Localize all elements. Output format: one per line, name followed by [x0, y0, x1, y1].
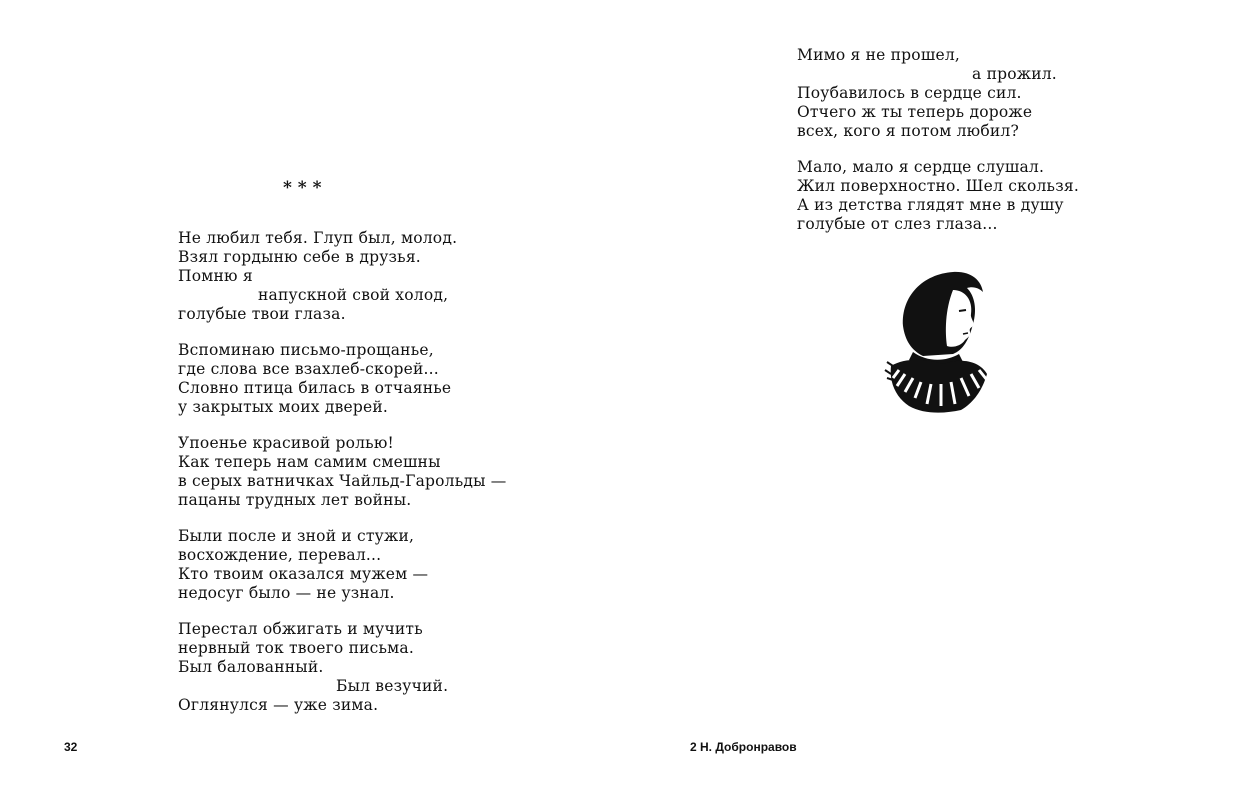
- poem-line: Мало, мало я сердце слушал.: [797, 158, 1045, 176]
- poem-line: где слова все взахлеб-скорей...: [178, 360, 439, 378]
- poem-line: напускной свой холод,: [258, 286, 449, 304]
- poem-line: голубые твои глаза.: [178, 305, 346, 323]
- stanza: [178, 434, 578, 510]
- stanza: [178, 527, 578, 603]
- signature-mark: 2 Н. Добронравов: [690, 740, 797, 754]
- poem-line: Оглянулся — уже зима.: [178, 696, 379, 714]
- poem-line: Кто твоим оказался мужем —: [178, 565, 429, 583]
- poem-line: Не любил тебя. Глуп был, молод.: [178, 229, 458, 247]
- stanza: [797, 158, 1217, 234]
- poem-line: Поубавилось в сердце сил.: [797, 84, 1022, 102]
- poem-line: всех, кого я потом любил?: [797, 122, 1019, 140]
- poem-line: Вспоминаю письмо-прощанье,: [178, 341, 434, 359]
- stanza: [178, 341, 578, 417]
- poem-line: пацаны трудных лет войны.: [178, 491, 412, 509]
- poem-line: восхождение, перевал...: [178, 546, 382, 564]
- poem-line: Были после и зной и стужи,: [178, 527, 415, 545]
- poem-line: Упоенье красивой ролью!: [178, 434, 394, 452]
- poem-line: Помню я: [178, 267, 253, 285]
- poem-left: [178, 229, 578, 732]
- poem-line: А из детства глядят мне в душу: [797, 196, 1064, 214]
- poem-line: Перестал обжигать и мучить: [178, 620, 423, 638]
- stanza: [178, 620, 578, 715]
- stanza: [797, 46, 1217, 141]
- poem-line: в серых ватничках Чайльд-Гарольды —: [178, 472, 507, 490]
- poem-line: голубые от слез глаза...: [797, 215, 998, 233]
- poem-line: нервный ток твоего письма.: [178, 639, 414, 657]
- poem-line: Отчего ж ты теперь дороже: [797, 103, 1033, 121]
- poem-line: Был балованный.: [178, 658, 324, 676]
- poem-right: [797, 46, 1217, 251]
- section-ornament: * * *: [283, 178, 322, 198]
- silhouette-icon: [883, 266, 995, 416]
- poem-line: Как теперь нам самим смешны: [178, 453, 441, 471]
- page-number: 32: [64, 740, 78, 754]
- poem-line: Был везучий.: [336, 677, 449, 695]
- poem-line: Жил поверхностно. Шел скользя.: [797, 177, 1079, 195]
- poem-line: у закрытых моих дверей.: [178, 398, 389, 416]
- poem-line: Мимо я не прошел,: [797, 46, 960, 64]
- poem-line: а прожил.: [972, 65, 1057, 83]
- stanza: [178, 229, 578, 324]
- right-page: [625, 0, 1250, 800]
- poem-line: Взял гордыню себе в друзья.: [178, 248, 421, 266]
- poem-line: Словно птица билась в отчаянье: [178, 379, 452, 397]
- poem-line: недосуг было — не узнал.: [178, 584, 395, 602]
